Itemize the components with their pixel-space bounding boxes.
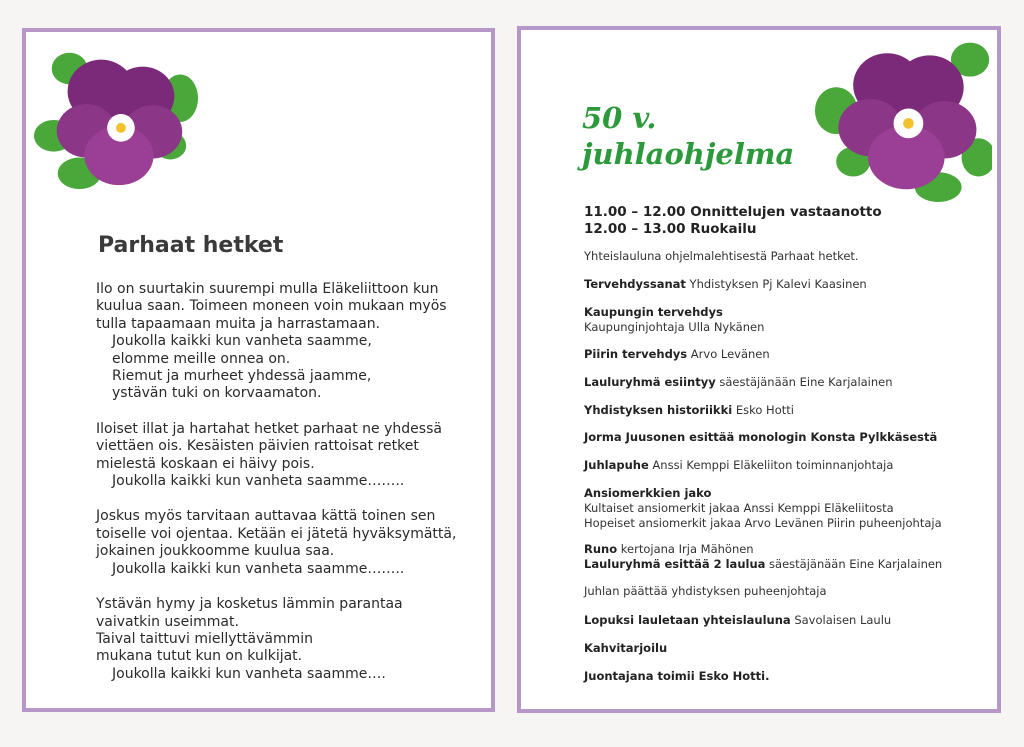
poem-line: Joukolla kaikki kun vanheta saamme…….. [112, 560, 405, 577]
poem-line: Riemut ja murheet yhdessä jaamme, [112, 368, 372, 385]
pansy-flower-icon [32, 36, 200, 196]
poem-line: Taival taittuvi miellyttävämmin [96, 630, 314, 647]
program-item [584, 458, 893, 473]
program-item-line: Runo kertojana Irja Mähönen [584, 542, 754, 556]
program-item-line: Yhdistyksen historiikki Esko Hotti [584, 403, 794, 417]
program-item-line: Kaupungin tervehdys [584, 305, 723, 319]
program-item [584, 430, 937, 445]
program-item-line: Jorma Juusonen esittää monologin Konsta Pylkkäsestä [584, 430, 938, 444]
program-item-line: Tervehdyssanat Yhdistyksen Pj Kalevi Kaasinen [584, 277, 867, 291]
poem-line: jokainen joukkoomme kuulua saa. [96, 543, 335, 560]
poem-line: toiselle voi ojentaa. Ketään ei jätetä hyväksymättä, [96, 525, 457, 542]
program-item [584, 669, 769, 684]
program-item [584, 305, 764, 335]
poem-line: ystävän tuki on korvaamaton. [112, 385, 322, 402]
program-item-line: Juhlapuhe Anssi Kemppi Eläkeliiton toiminnanjohtaja [584, 458, 894, 472]
program-title [582, 100, 794, 172]
program-title-line-2: juhlaohjelma [582, 137, 795, 171]
poem-line: viettäen ois. Kesäisten päivien rattoisat retket [96, 438, 419, 455]
schedule-row: 11.00 – 12.00 Onnittelujen vastaanotto [584, 204, 882, 220]
program-item [584, 249, 859, 264]
poem-line: Joskus myös tarvitaan auttavaa kättä toinen sen [96, 508, 436, 525]
poem-line: mukana tutut kun on kulkijat. [96, 648, 303, 665]
program-item-line: Juhlan päättää yhdistyksen puheenjohtaja [584, 584, 827, 598]
program-item-line: Lauluryhmä esittää 2 laulua säestäjänään Eine Karjalainen [584, 557, 943, 571]
program-item [584, 584, 827, 599]
schedule [584, 204, 882, 238]
program-item-line: Ansiomerkkien jako [584, 486, 712, 500]
program-item-line: Kaupunginjohtaja Ulla Nykänen [584, 320, 765, 334]
program-item [584, 486, 942, 531]
poem-stanza [96, 281, 486, 403]
schedule-row: 12.00 – 13.00 Ruokailu [584, 221, 757, 237]
poem-line: kuulua saan. Toimeen moneen voin mukaan myös [96, 298, 447, 315]
program-item-line: Kultaiset ansiomerkit jakaa Anssi Kemppi Eläkeliitosta [584, 501, 894, 515]
poem-stanza [96, 508, 486, 578]
poem-line: tulla tapaamaan muita ja harrastamaan. [96, 315, 381, 332]
program-item-line: Lopuksi lauletaan yhteislauluna Savolaisen Laulu [584, 613, 892, 627]
poem-line: Joukolla kaikki kun vanheta saamme…. [112, 665, 386, 682]
program-item [584, 613, 891, 628]
program-item [584, 277, 867, 292]
program-title-line-1: 50 v. [582, 101, 657, 135]
poem-body [96, 281, 486, 701]
program-item-line: Hopeiset ansiomerkit jakaa Arvo Levänen Piirin puheenjohtaja [584, 516, 942, 530]
poem-line: Iloiset illat ja hartahat hetket parhaat ne yhdessä [96, 420, 442, 437]
poem-line: Ilo on suurtakin suurempi mulla Eläkeliittoon kun [96, 281, 439, 297]
program-item-line: Juontajana toimii Esko Hotti. [584, 669, 770, 683]
program-item [584, 403, 794, 418]
program-item-line: Lauluryhmä esiintyy säestäjänään Eine Karjalainen [584, 375, 893, 389]
program-item-line: Piirin tervehdys Arvo Levänen [584, 347, 770, 361]
poem-line: elomme meille onnea on. [112, 350, 291, 367]
program-item-line: Yhteislauluna ohjelmalehtisestä Parhaat hetket. [584, 249, 859, 263]
program-item [584, 542, 942, 572]
poem-line: Joukolla kaikki kun vanheta saamme…….. [112, 473, 405, 490]
program-item-line: Kahvitarjoilu [584, 641, 668, 655]
poem-line: Ystävän hymy ja kosketus lämmin parantaa [96, 596, 403, 613]
program-item [584, 347, 770, 362]
poem-line: mielestä koskaan ei häivy pois. [96, 455, 315, 472]
poem-title: Parhaat hetket [98, 233, 284, 258]
program-item [584, 375, 893, 390]
poem-stanza [96, 421, 486, 491]
poem-line: Joukolla kaikki kun vanheta saamme, [112, 333, 372, 350]
program-item [584, 641, 667, 656]
poem-stanza [96, 596, 486, 683]
poem-line: vaivatkin useimmat. [96, 613, 239, 630]
pansy-flower-icon [810, 32, 992, 202]
